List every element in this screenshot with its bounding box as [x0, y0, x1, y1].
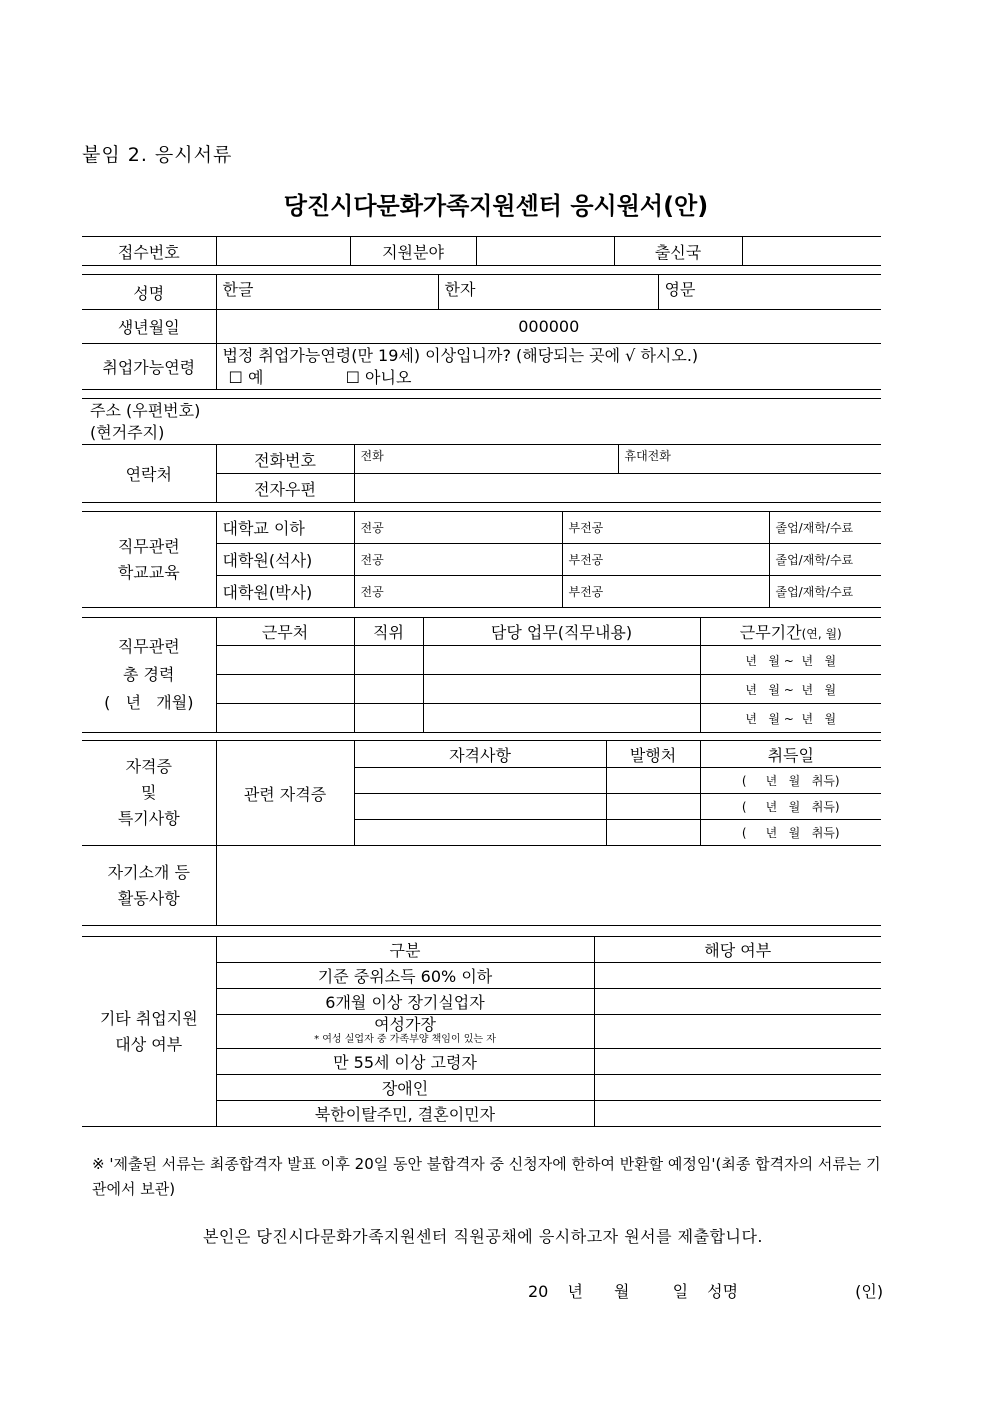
birth-label: 생년월일: [82, 310, 216, 344]
yes-checkbox[interactable]: ☐ 예: [228, 367, 264, 387]
minor-label: 부전공: [568, 585, 604, 599]
issuer-header: 발행처: [606, 741, 700, 768]
support-table: [82, 936, 881, 1127]
period-cell[interactable]: 년 월 ~ 년 월: [700, 646, 881, 675]
period-cell[interactable]: 년 월 ~ 년 월: [700, 675, 881, 704]
education-label-2: 학교교육: [117, 562, 180, 582]
sign-month-unit: 월: [614, 1282, 630, 1301]
workplace-cell[interactable]: [216, 646, 354, 675]
support-item: 북한이탈주민, 결혼이민자: [216, 1101, 594, 1127]
issuer-cell[interactable]: [606, 794, 700, 820]
female-head-note: * 여성 실업자 중 가족부양 책임이 있는 자: [314, 1033, 496, 1045]
age-question: 법정 취업가능연령(만 19세) 이상입니까? (해당되는 곳에 √ 하시오.): [222, 345, 699, 365]
apply-cell[interactable]: [594, 1049, 881, 1075]
apply-cell[interactable]: [594, 963, 881, 989]
duty-cell[interactable]: [423, 675, 700, 704]
english-label: 영문: [664, 280, 696, 299]
sign-name-label: 성명: [707, 1282, 739, 1301]
duty-cell[interactable]: [423, 646, 700, 675]
mobile-field[interactable]: [618, 445, 881, 474]
support-item: 만 55세 이상 고령자: [216, 1049, 594, 1075]
minor-field[interactable]: [562, 512, 769, 544]
support-item: 6개월 이상 장기실업자: [216, 989, 594, 1015]
address-field[interactable]: [82, 399, 881, 445]
license-label-2: 및: [141, 783, 157, 802]
seal-mark[interactable]: (인): [855, 1282, 884, 1301]
license-item-cell[interactable]: [354, 820, 606, 846]
career-table: [82, 617, 881, 733]
major-label: 전공: [360, 585, 384, 599]
apply-cell[interactable]: [594, 1101, 881, 1127]
phone-label: 전화번호: [216, 445, 354, 474]
license-label-3: 특기사항: [117, 809, 180, 828]
name-label: 성명: [82, 275, 216, 310]
receipt-label: 접수번호: [82, 237, 216, 266]
major-label: 전공: [360, 553, 384, 567]
apply-header: 해당 여부: [594, 937, 881, 963]
major-label: 전공: [360, 521, 384, 535]
minor-label: 부전공: [568, 521, 604, 535]
license-label-1: 자격증: [125, 757, 172, 776]
intro-label-2: 활동사항: [117, 888, 180, 908]
period-cell[interactable]: 년 월 ~ 년 월: [700, 704, 881, 733]
apply-cell[interactable]: [594, 1075, 881, 1101]
minor-field[interactable]: [562, 576, 769, 608]
education-level: 대학교 이하: [216, 512, 354, 544]
apply-cell[interactable]: [594, 1015, 881, 1049]
attachment-label: 붙임 2. 응시서류: [82, 144, 233, 166]
education-table: [82, 511, 881, 608]
status-field[interactable]: 졸업/재학/수료: [769, 544, 881, 576]
no-checkbox[interactable]: ☐ 아니오: [345, 367, 412, 387]
position-header: 직위: [354, 618, 423, 646]
support-item: 장애인: [216, 1075, 594, 1101]
issuer-cell[interactable]: [606, 768, 700, 794]
support-label-1: 기타 취업지원: [99, 1008, 198, 1028]
intro-label-1: 자기소개 등: [107, 862, 190, 882]
field-label: 지원분야: [350, 237, 476, 266]
license-item-cell[interactable]: [354, 768, 606, 794]
yes-label: 예: [247, 367, 264, 387]
contact-label: 연락처: [82, 445, 216, 503]
declaration: 본인은 당진시다문화가족지원센터 직원공채에 응시하고자 원서를 제출합니다.: [202, 1227, 764, 1246]
period-header: 근무기간(연, 월): [700, 618, 881, 646]
name-hangul-field[interactable]: [216, 275, 438, 310]
intro-field[interactable]: [216, 846, 881, 926]
type-header: 구분: [216, 937, 594, 963]
signature-line: [528, 1279, 883, 1302]
form-title: 당진시다문화가족지원센터 응시원서(안): [283, 192, 709, 220]
education-level: 대학원(박사): [216, 576, 354, 608]
position-cell[interactable]: [354, 675, 423, 704]
workplace-header: 근무처: [216, 618, 354, 646]
date-cell[interactable]: ( 년 월 취득): [700, 820, 881, 846]
receipt-table: [82, 236, 881, 266]
country-input[interactable]: [742, 237, 881, 266]
career-label-2: 총 경력: [123, 665, 175, 684]
minor-field[interactable]: [562, 544, 769, 576]
license-item-cell[interactable]: [354, 794, 606, 820]
address-label: 주소 (우편번호): [90, 400, 201, 420]
tel-field[interactable]: [354, 445, 618, 474]
workplace-cell[interactable]: [216, 704, 354, 733]
career-label-1: 직무관련: [117, 637, 180, 656]
license-table: [82, 740, 881, 926]
support-item: 여성가장: [374, 1014, 436, 1034]
mobile-label: 휴대전화: [624, 449, 671, 463]
support-label-2: 대상 여부: [115, 1034, 183, 1054]
address-contact-table: [82, 398, 881, 503]
email-label: 전자우편: [216, 474, 354, 503]
duty-cell[interactable]: [423, 704, 700, 733]
email-field[interactable]: [354, 474, 881, 503]
status-field[interactable]: 졸업/재학/수료: [769, 512, 881, 544]
hanja-label: 한자: [444, 280, 476, 299]
return-note: ※ '제출된 서류는 최종합격자 발표 이후 20일 동안 불합격자 중 신청자에 한하여 반환할 예정임'(최종 합격자의 서류는 기관에서 보관): [92, 1155, 881, 1198]
sign-year: 20: [528, 1282, 549, 1301]
career-label-3: ( 년 개월): [104, 693, 194, 712]
name-hanja-field[interactable]: [438, 275, 658, 310]
position-cell[interactable]: [354, 646, 423, 675]
birth-value[interactable]: 000000: [216, 310, 881, 344]
hangul-label: 한글: [222, 280, 254, 299]
major-field[interactable]: [354, 544, 562, 576]
sign-year-unit: 년: [567, 1282, 583, 1301]
related-license-label: 관련 자격증: [216, 741, 354, 846]
workplace-cell[interactable]: [216, 675, 354, 704]
major-field[interactable]: [354, 512, 562, 544]
basic-info-table: [82, 274, 881, 390]
apply-cell[interactable]: [594, 989, 881, 1015]
education-level: 대학원(석사): [216, 544, 354, 576]
receipt-input[interactable]: [216, 237, 350, 266]
date-cell[interactable]: ( 년 월 취득): [700, 768, 881, 794]
issuer-cell[interactable]: [606, 820, 700, 846]
no-label: 아니오: [365, 367, 412, 387]
status-field[interactable]: 졸업/재학/수료: [769, 576, 881, 608]
date-cell[interactable]: ( 년 월 취득): [700, 794, 881, 820]
country-label: 출신국: [614, 237, 742, 266]
address-sublabel: (현거주지): [90, 422, 165, 442]
position-cell[interactable]: [354, 704, 423, 733]
sign-day-unit: 일: [672, 1282, 689, 1301]
field-input[interactable]: [476, 237, 614, 266]
tel-label: 전화: [360, 449, 384, 463]
support-item: 기준 중위소득 60% 이하: [216, 963, 594, 989]
date-header: 취득일: [700, 741, 881, 768]
name-english-field[interactable]: [658, 275, 881, 310]
major-field[interactable]: [354, 576, 562, 608]
minor-label: 부전공: [568, 553, 604, 567]
age-label: 취업가능연령: [82, 344, 216, 390]
education-label-1: 직무관련: [117, 536, 180, 556]
license-item-header: 자격사항: [354, 741, 606, 768]
duty-header: 담당 업무(직무내용): [423, 618, 700, 646]
